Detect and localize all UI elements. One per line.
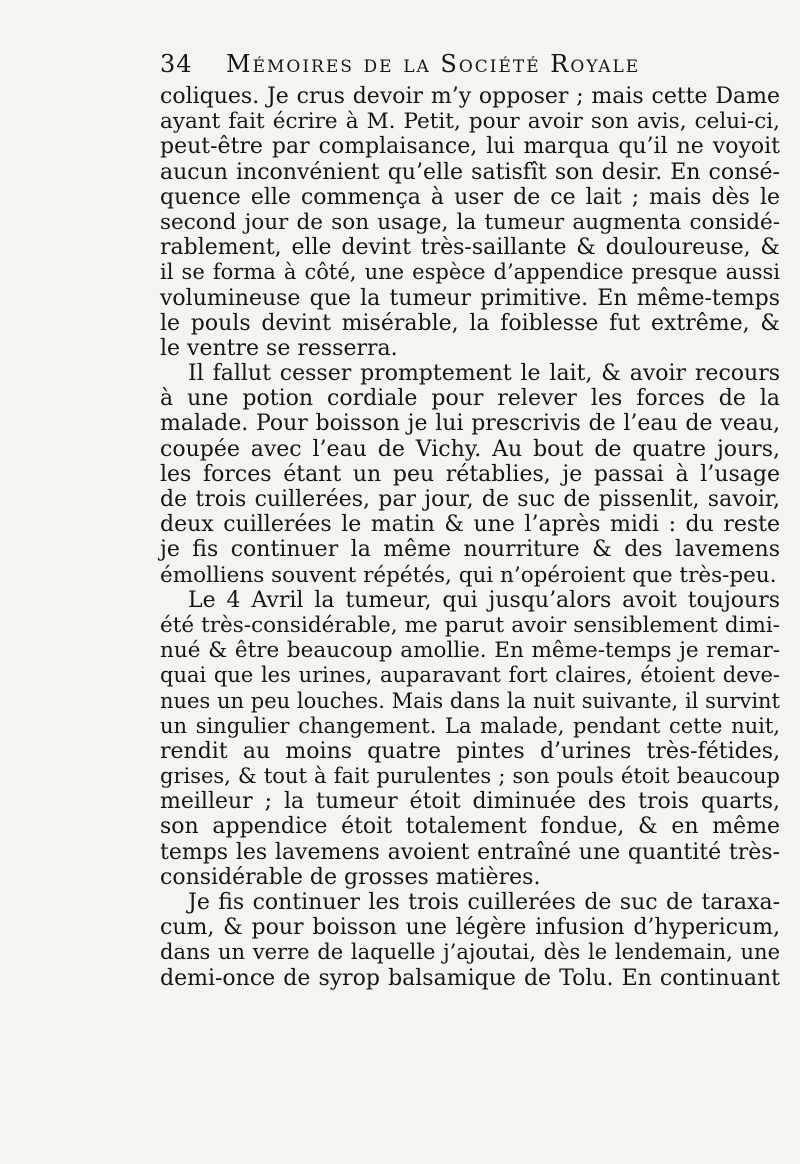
text-line: coupée avec l’eau de Vichy. Au bout de quatre jours, [160, 436, 780, 462]
text-line: quence elle commença à user de ce lait ; mais dès le [160, 184, 780, 210]
text-line: à une potion cordiale pour relever les forces de la [160, 386, 780, 412]
text-line: quai que les urines, auparavant fort claires, étoient deve- [160, 663, 780, 688]
text-line: meilleur ; la tumeur étoit diminuée des trois quarts, [160, 789, 780, 815]
text-line: émolliens souvent répétés, qui n’opéroient que très-peu. [160, 562, 777, 588]
text-line: il se forma à côté, une espèce d’appendice presque aussi [160, 260, 780, 285]
running-title: Mémoires de la Société Royale [226, 50, 641, 78]
text-line: je fis continuer la même nourriture & des lavemens [160, 537, 780, 563]
text-line: rablement, elle devint très-saillante & douloureuse, & [160, 235, 780, 261]
text-line: dans un verre de laquelle j’ajoutai, dès le lendemain, une [160, 940, 780, 965]
text-line: nues un peu louches. Mais dans la nuit suivante, il survint [160, 688, 780, 713]
text-line: demi-once de syrop balsamique de Tolu. En continuant [160, 965, 780, 991]
text-line: grises, & tout à fait purulentes ; son pouls étoit beaucoup [160, 764, 780, 789]
text-line: les forces étant un peu rétablies, je passai à l’usage [160, 461, 780, 487]
text-line: malade. Pour boisson je lui prescrivis de l’eau de veau, [160, 411, 780, 437]
text-line: son appendice étoit totalement fondue, & en même [160, 814, 780, 840]
text-line: volumineuse que la tumeur primitive. En même-temps [160, 285, 780, 311]
text-line: été très-considérable, me parut avoir sensiblement dimi- [160, 612, 780, 638]
text-line: peut-être par complaisance, lui marqua qu’il ne voyoit [160, 134, 780, 160]
text-line: considérable de grosses matières. [160, 864, 541, 890]
text-line: rendit au moins quatre pintes d’urines très-fétides, [160, 738, 780, 764]
text-line: Il fallut cesser promptement le lait, & avoir recours [188, 361, 780, 387]
text-line: un singulier changement. La malade, pendant cette nuit, [160, 713, 780, 738]
text-line: de trois cuillerées, par jour, de suc de pissenlit, savoir, [160, 487, 780, 512]
text-line: deux cuillerées le matin & une l’après midi : du reste [160, 512, 780, 538]
text-line: Je fis continuer les trois cuillerées de suc de taraxa- [188, 890, 780, 915]
text-line: nué & être beaucoup amollie. En même-temps je remar- [160, 638, 780, 664]
text-line: cum, & pour boisson une légère infusion d’hypericum, [160, 915, 780, 941]
text-line: coliques. Je crus devoir m’y opposer ; mais cette Dame [160, 84, 780, 109]
text-line: aucun inconvénient qu’elle satisfît son desir. En consé- [160, 159, 780, 185]
text-line: second jour de son usage, la tumeur augmenta considé- [160, 209, 780, 235]
text-line: le ventre se resserra. [160, 335, 398, 361]
text-line: Le 4 Avril la tumeur, qui jusqu’alors avoit toujours [188, 587, 780, 613]
text-line: le pouls devint misérable, la foiblesse fut extrême, & [160, 310, 780, 336]
body-text [160, 84, 780, 991]
page-number: 34 [160, 50, 193, 78]
text-line: temps les lavemens avoient entraîné une quantité très- [160, 839, 780, 865]
text-line: ayant fait écrire à M. Petit, pour avoir son avis, celui-ci, [160, 109, 780, 135]
